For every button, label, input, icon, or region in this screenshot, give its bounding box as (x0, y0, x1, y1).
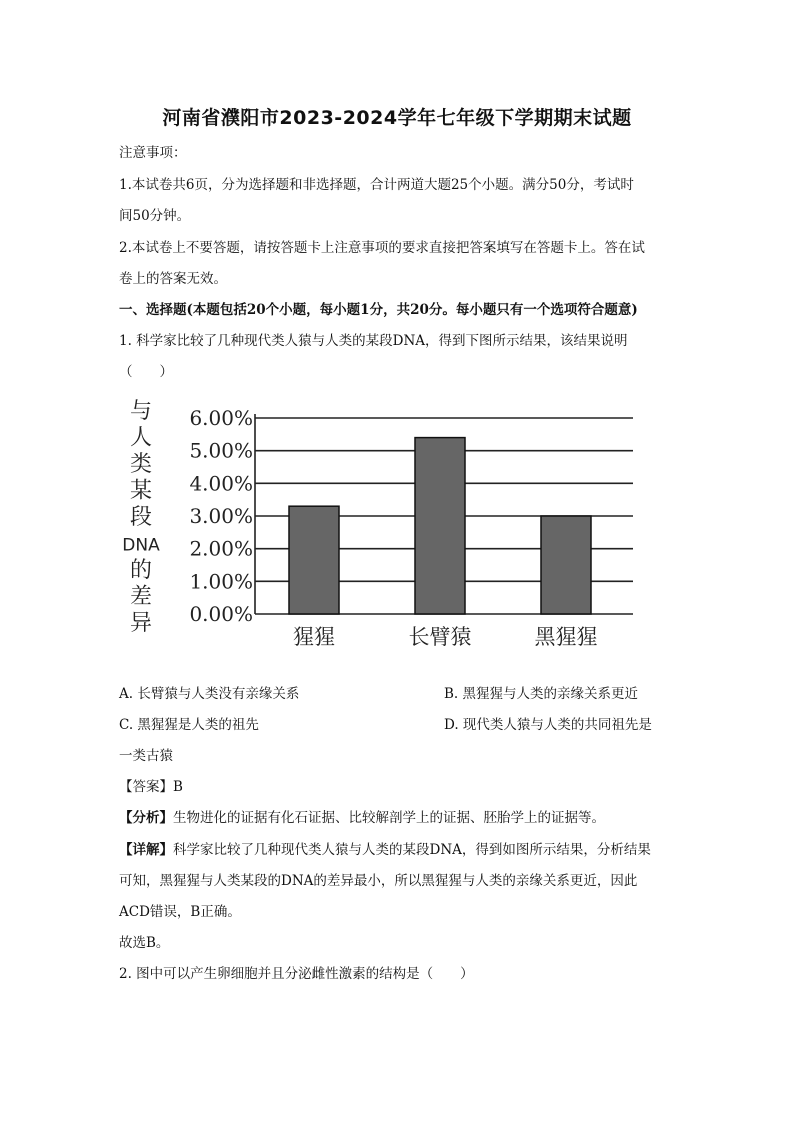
question-1-stem: 1. 科学家比较了几种现代类人猿与人类的某段DNA，得到下图所示结果，该结果说明 (119, 333, 628, 349)
ylabel-char: DNA (122, 535, 160, 556)
y-tick-label: 5.00% (189, 438, 253, 463)
option-d-cont: 一类古猿 (119, 748, 173, 764)
ylabel-char: 人 (129, 425, 153, 451)
y-tick-label: 2.00% (189, 536, 253, 561)
question-2-stem: 2. 图中可以产生卵细胞并且分泌雌性激素的结构是（ ） (119, 966, 474, 982)
detail-line-3: ACD错误，B正确。 (119, 904, 241, 920)
dna-difference-chart (115, 388, 655, 658)
y-tick-label: 0.00% (189, 602, 253, 626)
option-a[interactable]: A. 长臂猿与人类没有亲缘关系 (119, 686, 300, 702)
notice-item-1: 1.本试卷共6页，分为选择题和非选择题，合计两道大题25个小题。满分50分，考试时 (119, 177, 634, 193)
analysis-text: 生物进化的证据有化石证据、比较解剖学上的证据、胚胎学上的证据等。 (173, 810, 605, 826)
conclusion-line: 故选B。 (119, 935, 170, 951)
ylabel-char: 的 (129, 558, 153, 583)
ylabel-char: 异 (129, 611, 153, 636)
option-d[interactable]: D. 现代类人猿与人类的共同祖先是 (444, 717, 652, 733)
x-tick-label: 黑猩猩 (534, 625, 598, 649)
y-tick-label: 4.00% (189, 471, 253, 496)
option-b[interactable]: B. 黑猩猩与人类的亲缘关系更近 (444, 686, 639, 702)
chart-svg (115, 388, 655, 658)
notice-item-2-cont: 卷上的答案无效。 (119, 271, 227, 287)
ylabel-char: 与 (129, 399, 153, 424)
section-heading: 一、选择题(本题包括20个小题，每小题1分，共20分。每小题只有一个选项符合题意) (119, 302, 638, 318)
analysis-line (119, 808, 605, 828)
ylabel-char: 差 (129, 584, 153, 610)
page-title: 河南省濮阳市2023-2024学年七年级下学期期末试题 (162, 107, 632, 129)
detail-tag: 【详解】 (119, 842, 173, 858)
ylabel-char: 类 (129, 452, 153, 477)
answer-line: 【答案】B (119, 779, 183, 795)
x-tick-label: 猩猩 (293, 625, 335, 649)
x-tick-label: 长臂猿 (408, 625, 472, 649)
y-tick-label: 6.00% (189, 406, 253, 430)
bar (541, 516, 591, 614)
ylabel-char: 某 (129, 478, 153, 504)
notice-heading: 注意事项： (119, 145, 187, 161)
question-1-bracket: （ ） (119, 364, 173, 380)
y-tick-label: 1.00% (189, 569, 253, 594)
bar (415, 438, 465, 614)
notice-item-2: 2.本试卷上不要答题，请按答题卡上注意事项的要求直接把答案填写在答题卡上。答在试 (119, 240, 645, 256)
y-tick-label: 3.00% (189, 504, 253, 528)
ylabel-char: 段 (129, 505, 153, 530)
detail-line-2: 可知，黑猩猩与人类某段的DNA的差异最小，所以黑猩猩与人类的亲缘关系更近，因此 (119, 873, 638, 889)
bar (289, 506, 339, 614)
detail-text-1: 科学家比较了几种现代类人猿与人类的某段DNA，得到如图所示结果，分析结果 (173, 842, 651, 858)
option-c[interactable]: C. 黑猩猩是人类的祖先 (119, 717, 259, 733)
notice-item-1-cont: 间50分钟。 (119, 208, 191, 224)
detail-line-1 (119, 840, 651, 860)
analysis-tag: 【分析】 (119, 810, 173, 826)
